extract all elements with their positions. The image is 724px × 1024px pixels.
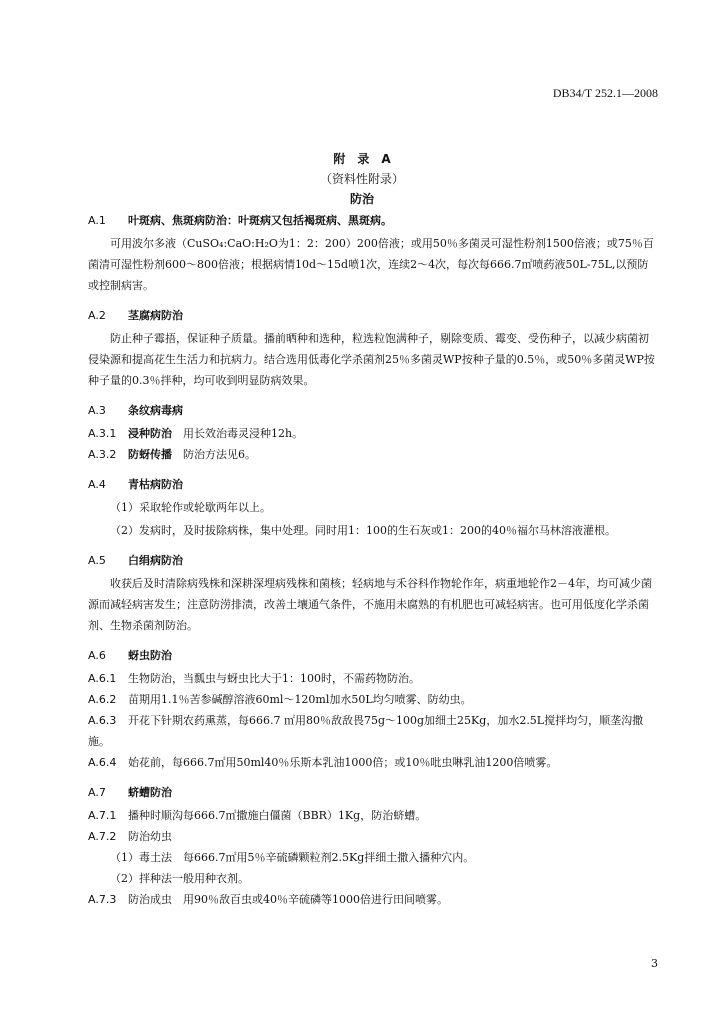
list-item-a7-1: A.7.1 播种时顺沟每666.7㎡撒施白僵菌（BBR）1Kg，防治蛴螬。	[88, 809, 427, 822]
appendix-type: （资料性附录）	[319, 172, 404, 186]
list-item-a6-1: A.6.1 生物防治，当瓢虫与蚜虫比大于1：100时，不需药物防治。	[88, 672, 420, 685]
section-line-a4-2: （2）发病时，及时拔除病株，集中处理。同时用1：100的生石灰或1：200的40％福尔马林溶液灌根。	[110, 524, 616, 537]
section-heading-a3: A.3 条纹病毒病	[88, 404, 183, 417]
section-heading-a5: A.5 白绢病防治	[88, 554, 183, 567]
document-code: DB34/T 252.1—2008	[552, 86, 658, 100]
section-heading-a2: A.2 茎腐病防治	[88, 309, 183, 322]
section-body-a2: 防止种子霉捂，保证种子质量。播前晒种和选种，粒选粒饱满种子，剔除变质、霉变、受伤种子，以减少病菌初侵染源和提高花生生活力和抗病力。结合选用低毒化学杀菌剂25％多菌灵WP按种子量的0.5％，或50％多菌灵WP按种子量的0.3％拌种，均可收到明显防病效果。	[88, 332, 655, 387]
section-body-a5: 收获后及时清除病残株和深耕深埋病残株和菌核；轻病地与禾谷科作物轮作年，病重地轮作2－4年，均可减少菌源而减轻病害发生；注意防涝排渍，改善土壤通气条件，不施用未腐熟的有机肥也可减轻病害。也可用低度化学杀菌剂、生物杀菌剂防治。	[88, 577, 652, 632]
appendix-titles	[0, 149, 724, 209]
section-heading-a4: A.4 青枯病防治	[88, 478, 183, 491]
section-heading-a1: A.1 叶斑病、焦斑病防治：叶斑病又包括褐斑病、黑斑病。	[88, 214, 392, 227]
document-body	[88, 210, 658, 910]
section-line-a4-1: （1）采取轮作或轮歇两年以上。	[110, 501, 271, 514]
appendix-title: 附 录 A	[333, 152, 391, 166]
section-body-a1: 可用波尔多液（CuSO₄:CaO:H₂O为1：2：200）200倍液；或用50％多菌灵可湿性粉剂1500倍液；或75％百菌清可湿性粉剂600～800倍液；根据病情10d～15d喷1次，连续2～4次，每次每666.7㎡喷药液50L-75L,以预防或控制病害。	[88, 237, 654, 292]
list-item-a3-1: A.3.1 浸种防治 用长效治毒灵浸种12h。	[88, 427, 304, 440]
section-heading-a6: A.6 蚜虫防治	[88, 649, 172, 662]
sub-item-a7-2-2: （2）拌种法一般用种衣剂。	[110, 872, 249, 885]
list-item-a7-3: A.7.3 防治成虫 用90％敌百虫或40％辛硫磷等1000倍进行田间喷雾。	[88, 893, 448, 906]
section-heading-a7: A.7 蛴螬防治	[88, 786, 172, 799]
sub-item-a7-2-1: （1）毒土法 每666.7㎡用5％辛硫磷颗粒剂2.5Kg拌细土撒入播种穴内。	[110, 851, 475, 864]
list-item-a6-3: A.6.3 开花下针期农药熏蒸，每666.7 ㎡用80％敌敌畏75g～100g加细土25Kg，加水2.5L搅拌均匀，顺垄沟撒施。	[88, 714, 644, 748]
list-item-a7-2: A.7.2 防治幼虫	[88, 830, 172, 843]
list-item-a3-2: A.3.2 防蚜传播 防治方法见6。	[88, 448, 256, 461]
appendix-subject: 防治	[349, 192, 374, 206]
list-item-a6-4: A.6.4 始花前，每666.7㎡用50ml40％乐斯本乳油1000倍；或10％吡虫啉乳油1200倍喷雾。	[88, 756, 558, 769]
page-number: 3	[651, 957, 658, 970]
list-item-a6-2: A.6.2 苗期用1.1％苦参碱醇溶液60ml～120ml加水50L均匀喷雾、防幼虫。	[88, 693, 472, 706]
